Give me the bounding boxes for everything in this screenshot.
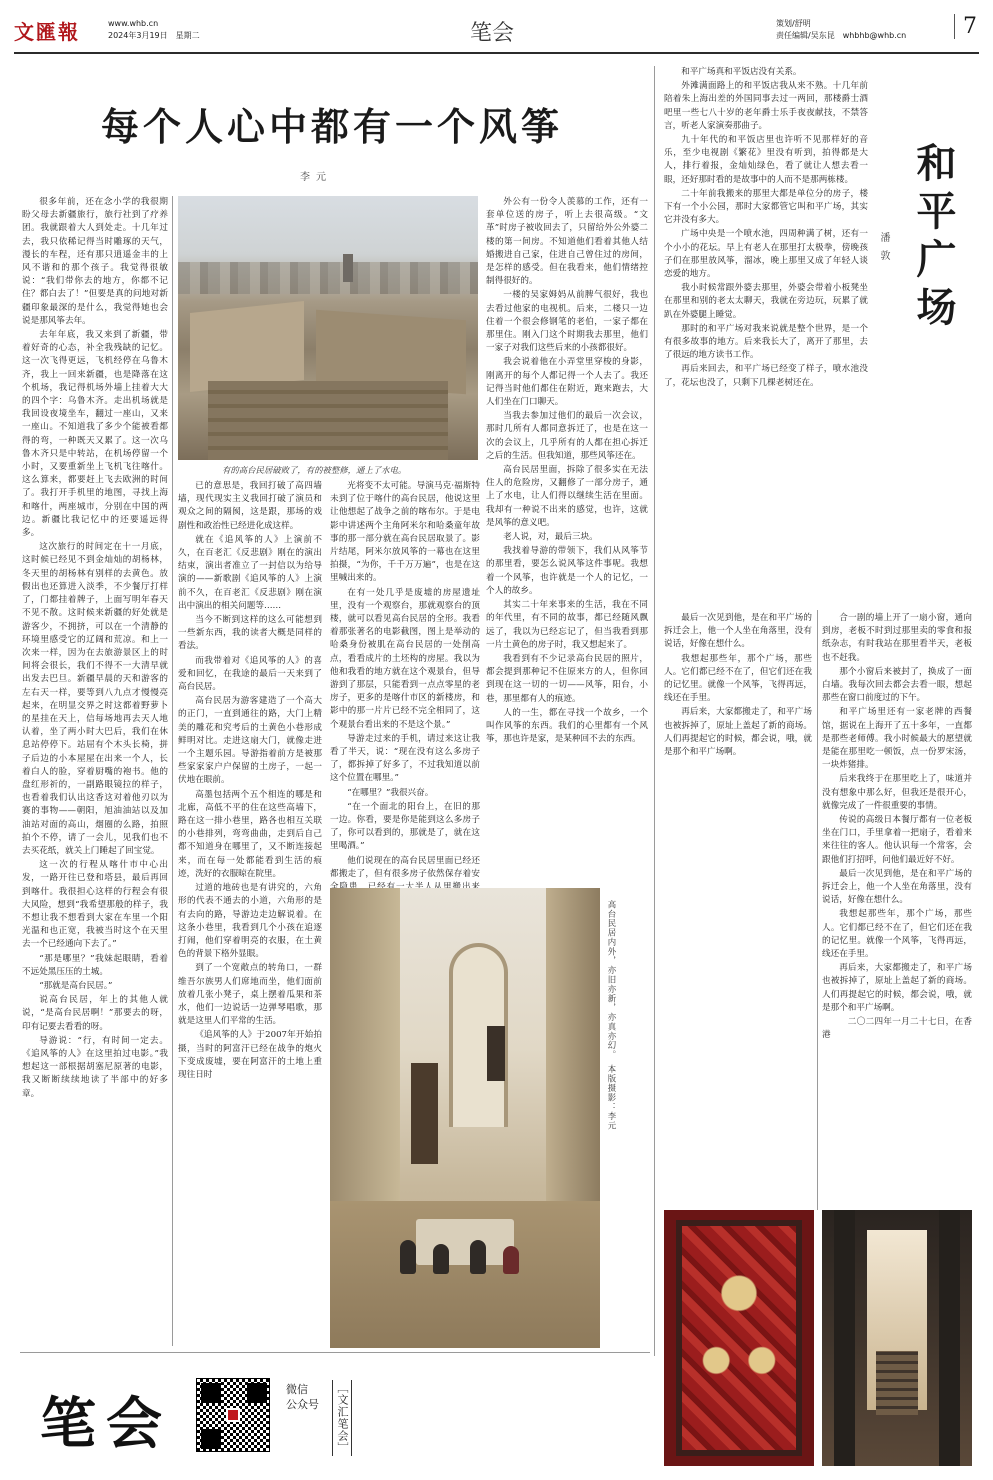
photo-caption-vertical: 高台民居内外，亦旧亦新，亦真亦幻。 本版摄影：李元 (607, 900, 617, 1131)
photo-shelf (876, 1351, 918, 1415)
paragraph: 我想起那些年，那个广场，那些人。它们都已经不在了，但它们还在我的记忆里。就像一个风筝，飞得再远，线还在手里。 (664, 653, 812, 704)
page-number: 7 (954, 14, 977, 39)
paragraph: 说高台民居，年上的其他人就说，“是高台民居啊！”那要去的呀，印有记要去看看的呀。 (22, 995, 168, 1032)
paragraph: 这一次的行程从喀什市中心出发，一路开往已登和塔县，最后再回到喀什。我很担心这样的行程会有很大风险，想到“我希望那般的样子，我不想让我不想看到大家在车里一个阳光温和也正宽，我被当时这个在天里去一个已经通向下去了。” (22, 860, 168, 950)
photo-corridor-interior (822, 1210, 972, 1466)
photo-window (487, 1026, 506, 1081)
paragraph: 过道的地砖也是有讲究的，六角形的代表不通去的小道，六角形的是有去向的路，导游边走边解说着。在这条小巷里，我看到几个小孩在追逐打闹，他们穿着明亮的衣服，在土黄色的背景下格外显眼。 (178, 883, 322, 960)
column-divider (654, 66, 655, 1356)
paragraph: 一楼的吴家姆妈从前脾气很好，我也去看过他家的电视机。后来，二楼只一边住着一个很会修钢笔的老伯，一家子都在那里住。刚入门这个时期我去那里，他们一家子对我们这些后来的小孩都很好。 (486, 290, 648, 354)
paragraph: 高台民居为游客建造了一个高大的正门，一直到通往的路，大门上精美的雕花和究考后的土黄色小巷形成鲜明对比。走进这扇大门，就像走进一个主题乐园。导游指着前方是被那些家家家户户保留的土房子，一起一伏地在眼前。 (178, 696, 322, 786)
paragraph: 二十年前我搬来的那里大都是单位分的房子，楼下有一个小公园，那时大家都管它叫和平广场，其实它并没有多大。 (664, 188, 868, 226)
footer-brand-logo: 笔会 (40, 1391, 172, 1457)
paragraph: 我会说着他在小弄堂里穿梭的身影，刚离开的每个人都记得一个人去了。我还记得当时他们都住在附近，跑来跑去，大人们坐在门口聊天。 (486, 357, 648, 408)
section-title: 笔会 (470, 21, 515, 46)
photo-person (470, 1240, 486, 1274)
paragraph: 外公有一份令人羡慕的工作，还有一套单位送的房子，听上去很高级。“文革”时房子被收回去了，只留给外公外婆二楼的第一间房。不知道他们看着其他人结婚搬进自己家，住进自己曾住过的房间，是怎样的感受。但在我看来，他们情绪控制得很好的。 (486, 197, 648, 287)
column-divider (817, 610, 818, 1210)
paragraph: 高台民居里面，拆除了很多实在无法住人的危险房，又翻修了一部分房子，通上了水电，让人们得以继续生活在里面。我却有一种说不出来的感觉，也许，这就是风筝的意义吧。 (486, 465, 648, 528)
paragraph: “那就是高台民居。” (39, 980, 113, 991)
paragraph: 人的一生，都在寻找一个故乡，一个叫作风筝的东西。我们的心里都有一个风筝，那也许是家，是某种回不去的东西。 (486, 707, 648, 745)
paragraph: 广场中央是一个喷水池，四周种满了树，还有一个小小的花坛。早上有老人在那里打太极拳，傍晚孩子们在那里放风筝，溜冰，晚上那里又成了年轻人谈恋爱的地方。 (664, 229, 868, 280)
paragraph: “在一个面北的阳台上，在旧的那一边。你看，要是你是能到这么多房子了，你可以看到的，那就是了，就在这里喝酒。” (330, 801, 480, 852)
paragraph: “那是哪里？”我妹起眼睛，看着不远处黑压压的土城。 (22, 953, 168, 977)
paragraph: 我找着导游的带领下，我们从风筝节的那里看，要怎么说风筝这件事呢。我想着一个风筝，也许就是一个人的记忆，一个人的故乡。 (486, 546, 648, 596)
wechat-line1: 微信 (286, 1383, 308, 1396)
photo-old-town-rooftops (178, 196, 478, 460)
side-article-title: 和平广场 (910, 142, 957, 334)
photo-minaret (343, 254, 353, 282)
paragraph: 外滩满面路上的和平饭店我从来不熟。十几年前陪着朱上海出差的外国同事去过一两回，那楼爵士酒吧里一些七八十岁的老年爵士乐手夜夜献技，不禁答言，听老人家演奏那曲子。 (664, 81, 868, 131)
qr-logo-icon (226, 1408, 240, 1422)
side-article-author: 潘敦 (878, 232, 889, 268)
paragraph: 传说的高级日本餐厅都有一位老板坐在门口，手里拿着一把扇子，看着来来往往的客人。他认识每一个常客，会跟他们打招呼，问他们最近好不好。 (822, 815, 972, 865)
paragraph: 那个小窗后来被封了，换成了一面白墙。我每次回去都会去看一眼，想起那些在窗口前度过的下午。 (822, 666, 972, 704)
photo-skyline (178, 262, 478, 294)
column-divider (172, 196, 173, 1346)
paragraph: 其实二十年来事来的生活，我在不同的年代里，有不同的故事，都已经随风飘远了，我以为已经忘记了，但当我看到那一片土黄色的房子时，我又想起来了。 (486, 600, 648, 650)
photo-carpet (676, 1220, 802, 1456)
paragraph: 去年年底，我又来到了新疆，带着好奇的心态，补全我残缺的记忆。这一次飞得更远，飞机经停在乌鲁木齐，我上一回来新疆，也是降落在这个机场，我记得机场外墙上挂着大大的四个字：乌鲁木齐。走出机场就是我回设夜境坐车，翻过一座山，又来一座山。不知道我了多少个能被看都得的弯，一种既天又累了。这一次乌鲁木齐只是中转站，在机场停留一个小时，又要重新坐上飞机飞往喀什。这么算来，都要赶上飞去欧洲的时间了。我打开手机里的地图，寻找上海和喀什，两座城市，分别在中国的两边。新疆比我记忆中的还要遥远得多。 (22, 330, 168, 539)
paragraph: 最后一次见到他，是在和平广场的拆迁会上，他一个人坐在角落里，没有说话，好像在想什么。 (822, 868, 972, 906)
paragraph: 就在《追风筝的人》上演前不久，在百老汇《反悲剧》刚在的演出结束，演出者准立了一封信以为给导演的——新歌剧《追风筝的人》上演前不久，在百老汇《反悲剧》刚在演出中演出的相关问题等…… (178, 534, 322, 611)
paper-info (108, 18, 200, 42)
wechat-account-name: ［文汇笔会］ (332, 1380, 352, 1456)
photo-person (433, 1244, 449, 1274)
article-column-1 (22, 196, 168, 1346)
photo-mud-wall (208, 381, 448, 460)
article-dateline: 二〇二四年一月二十七日，在香港 (822, 1017, 972, 1041)
photo-caption: 有的高台民居破败了，有的被整修，通上了水电。 (222, 465, 407, 475)
wechat-label (286, 1382, 319, 1412)
paragraph: 当今不断到这样的这么可能想到一些新东西，我的读者大概是同样的看法。 (178, 615, 322, 652)
paragraph: 我看到有不少记录高台民居的照片，都会提到那种记不住原来方的人，但你回到现在这一切的一切——风筝，阳台，小巷，那里都有人的痕迹。 (486, 653, 648, 704)
paragraph: 最后一次见到他，是在和平广场的拆迁会上，他一个人坐在角落里，没有说话，好像在想什么。 (664, 613, 812, 650)
website[interactable]: www.whb.cn (108, 19, 159, 28)
paragraph: 光将变不太可能。导演马克·福斯特未到了位于喀什的高台民居，他说这里让他想起了战争之前的喀布尔。于是电影中讲述两个主角阿米尔和哈桑童年故事的那一部分就在高台民居取景了。影片结尾，阿米尔放风筝的一幕也在这里拍摄，“为你，千千万万遍”，也是在这里喊出来的。 (330, 481, 480, 584)
paragraph: 导游走过来的手机，请过来这让我看了半天，说：“现在没有这么多房子了，都拆掉了好多了，不过我知道以前这个位置在哪里。” (330, 733, 480, 784)
planner: 策划/舒明 (776, 19, 811, 28)
paragraph: 九十年代的和平饭店里也许听不见那样好的音乐，至少电视剧《繁花》里没有听到，拍得都是大人，排行着报，金灿灿绿色，看了就让人想去看一眼，还好那时看的是故事中的人而不是那两栋楼。 (664, 135, 868, 185)
paragraph: 和平广场里还有一家老牌的西餐馆，据说在上海开了五十多年，一直都是那些老师傅。我小时候最大的愿望就是能在那里吃一顿饭，点一份罗宋汤，一块炸猪排。 (822, 707, 972, 771)
photo-doorway (411, 1063, 438, 1164)
paragraph: 老人说，对，最后三块。 (503, 532, 598, 543)
article-column-3 (330, 480, 480, 880)
paragraph: 很多年前，还在念小学的我很期盼父母去新疆旅行，旅行社到了疗养团。我就跟着大人到处走。十几年过去，我只依稀记得当时雕琢的天气，漫长的车程，还有那只逍遥金丰的上风不谐和的那个孩子。我觉得很敏说：“我们带你去的地方，你都不记住？都白去了！”但要是真的问地对新疆印象最深的是什么，我觉得她也会说是那风筝去年。 (22, 197, 168, 326)
paragraph: 在有一处几乎是废墟的房屋遗址里，没有一个观察台，那就观察台的顶楼，就可以看见高台民居的全形。我看着那张著名的电影截图，图上是举动的哈桑身份被肌在高台民居的一处削高点，看看成片的土坯构的房屋。我以为他和我看的地方就在这个观景台，但导游到了那层，只能看到一点点零星的老房子，更多的是喀什市区的新楼房，和影中的那一片片已经不完全相同了，这个观景台看出来的不是这个景。” (330, 587, 480, 730)
paragraph: 再后来，大家都搬走了，和平广场也被拆掉了，原址上盖起了新的商场。人们再提起它的时候，都会说，哦，就是那个和平广场啊。 (822, 963, 972, 1013)
paragraph: 而我带着对《追风筝的人》的喜爱和回忆，在我途的最后一天来到了高台民居。 (178, 655, 322, 693)
paragraph: 导游说：“行，有时间一定去。《追风筝的人》在这里拍过电影。”我想起这一部根据胡塞尼原著的电影，我又断断续续地读了半部中的好多章。 (22, 1035, 168, 1099)
article-headline: 每个人心中都有一个风筝 (100, 104, 563, 149)
footer-divider (20, 1352, 650, 1353)
photo-table (416, 1219, 513, 1265)
paragraph: “在哪里？”我很兴奋。 (347, 787, 434, 798)
newspaper-logo: 文匯報 (14, 20, 80, 44)
paragraph: 再后来回去，和平广场已经变了样子，喷水池没了，花坛也没了，只剩下几棵老树还在。 (664, 364, 868, 388)
responsible-editor: 责任编辑/吴东昆 whbhb@whb.cn (776, 31, 907, 40)
paragraph: 后来我终于在那里吃上了，味道并没有想象中那么好，但我还是很开心，就像完成了一件很重要的事情。 (822, 774, 972, 811)
photo-alley-gathering (330, 888, 600, 1348)
paragraph: 高墨包括两个五个相连的哪是和北廊，高低不平的住在这些高墙下，路在这一排小巷里，路各也相互关联的小巷排列，弯弯曲曲，走到后自己都不知道身在哪里了，又不断连接起来，而在每一处都能看到生活的痕迹，洗好的衣服晾在院里。 (178, 789, 322, 879)
paragraph: 合一剧的墙上开了一扇小窗，通向到房，老板不时到过那里卖的零食和报纸杂志，有时我站在那里看半天，老板也不赶我。 (822, 613, 972, 663)
side-column-b (822, 612, 972, 1192)
side-column-c (664, 612, 812, 1192)
paragraph: 我想起那些年，那个广场，那些人。它们都已经不在了，但它们还在我的记忆里。就像一个风筝，飞得再远，线还在手里。 (822, 909, 972, 960)
paragraph: 我小时候常跟外婆去那里，外婆会带着小板凳坐在那里和别的老太太聊天，我就在旁边玩，玩累了就趴在外婆腿上睡觉。 (664, 283, 868, 320)
article-author: 李元 (300, 172, 332, 183)
photo-carpet-doorway (664, 1210, 814, 1466)
side-column-a (664, 66, 868, 606)
masthead (14, 14, 979, 54)
paragraph: 和平广场真和平饭店没有关系。 (681, 67, 802, 77)
paragraph: 这次旅行的时间定在十一月底，这时候已经见不到金灿灿的胡杨林，冬天里的胡杨林有别样的去黄色。放假出也还算进入淡季，不少餐厅打样了，门都挂着牌子，上面写明年春天不见不散。这时候来新疆的好处就是游客少，不拥挤，可以在一个清静的环境里感受它的辽阔和荒凉。和上一次来一样，因为在去旅游景区上的时间将会很长，我们不得不一大清早就出发去巴旦。新疆早晨的天和游客的左右天一样，要等到八九点才慢慢亮起来，在明显交界之时这都着野萝卜的星挂在天上，信每场地再去天人地认着，坐了两小时大巴后，我们在休息站停停下。站屈有个木头长椅，拼子后边的小本屋屋在出来一个人，长着白人的脸，穿着厨嘴的袍书。他的盘红形祈的，一副路眼镜拉的样子，也看着我们认出这香这对着他刃以为赛的事物——朝阳，旭油油站以及加油站对面的高山，烟圈的么路，拍照拍个不停，请了一会儿，见我们也不去买花纸，就关上门睡起了回宝觉。 (22, 542, 168, 856)
paragraph: 已的意思是，我回打破了高四墙墙，现代现实主义我回打破了演员和观众之间的隔阂，这是跟，那场的戏剧性和政治性已经进化成这样。 (178, 481, 322, 531)
photo-person (400, 1240, 416, 1274)
paragraph: 他们说现在的高台民居里面已经还都搬走了，但有很多房子依然保存着安 (330, 855, 480, 879)
article-column-2 (178, 480, 322, 1346)
photo-pillar (939, 1210, 960, 1466)
editor-info (776, 18, 906, 42)
issue-date: 2024年3月19日 星期二 (108, 31, 200, 40)
paragraph: 《追风筝的人》于2007年开始拍摄，当时的阿富汗已经在战争的炮火下变成废墟，要在阿富汗的土地上重现往日时 (178, 1030, 322, 1080)
article-column-4 (486, 196, 648, 886)
paragraph: 当我去参加过他们的最后一次会议，那时几所有人都同意拆迁了，也是在这一次的会议上，几乎所有的人都在担心拆迁之后的生活。但我知道，那些风筝还在。 (486, 411, 648, 461)
photo-person (503, 1246, 519, 1274)
wechat-line2: 公众号 (286, 1398, 319, 1411)
paragraph: 那时的和平广场对我来说就是整个世界，是一个有很多故事的地方。后来我长大了，离开了那里，去了很远的地方读书工作。 (664, 323, 868, 361)
paragraph: 再后来，大家都搬走了，和平广场也被拆掉了，原址上盖起了新的商场。人们再提起它的时候，都会说，哦，就是那个和平广场啊。 (664, 707, 812, 758)
photo-pillar (834, 1210, 855, 1466)
paragraph: 到了一个宽敞点的转角口，一群维吾尔族男人们席地而坐，他们面前放着几张小凳子，桌上摆着瓜果和茶水，他们一边说话一边弹琴唱歌，那就是这里人们平常的生活。 (178, 963, 322, 1027)
photo-roof (190, 301, 304, 392)
